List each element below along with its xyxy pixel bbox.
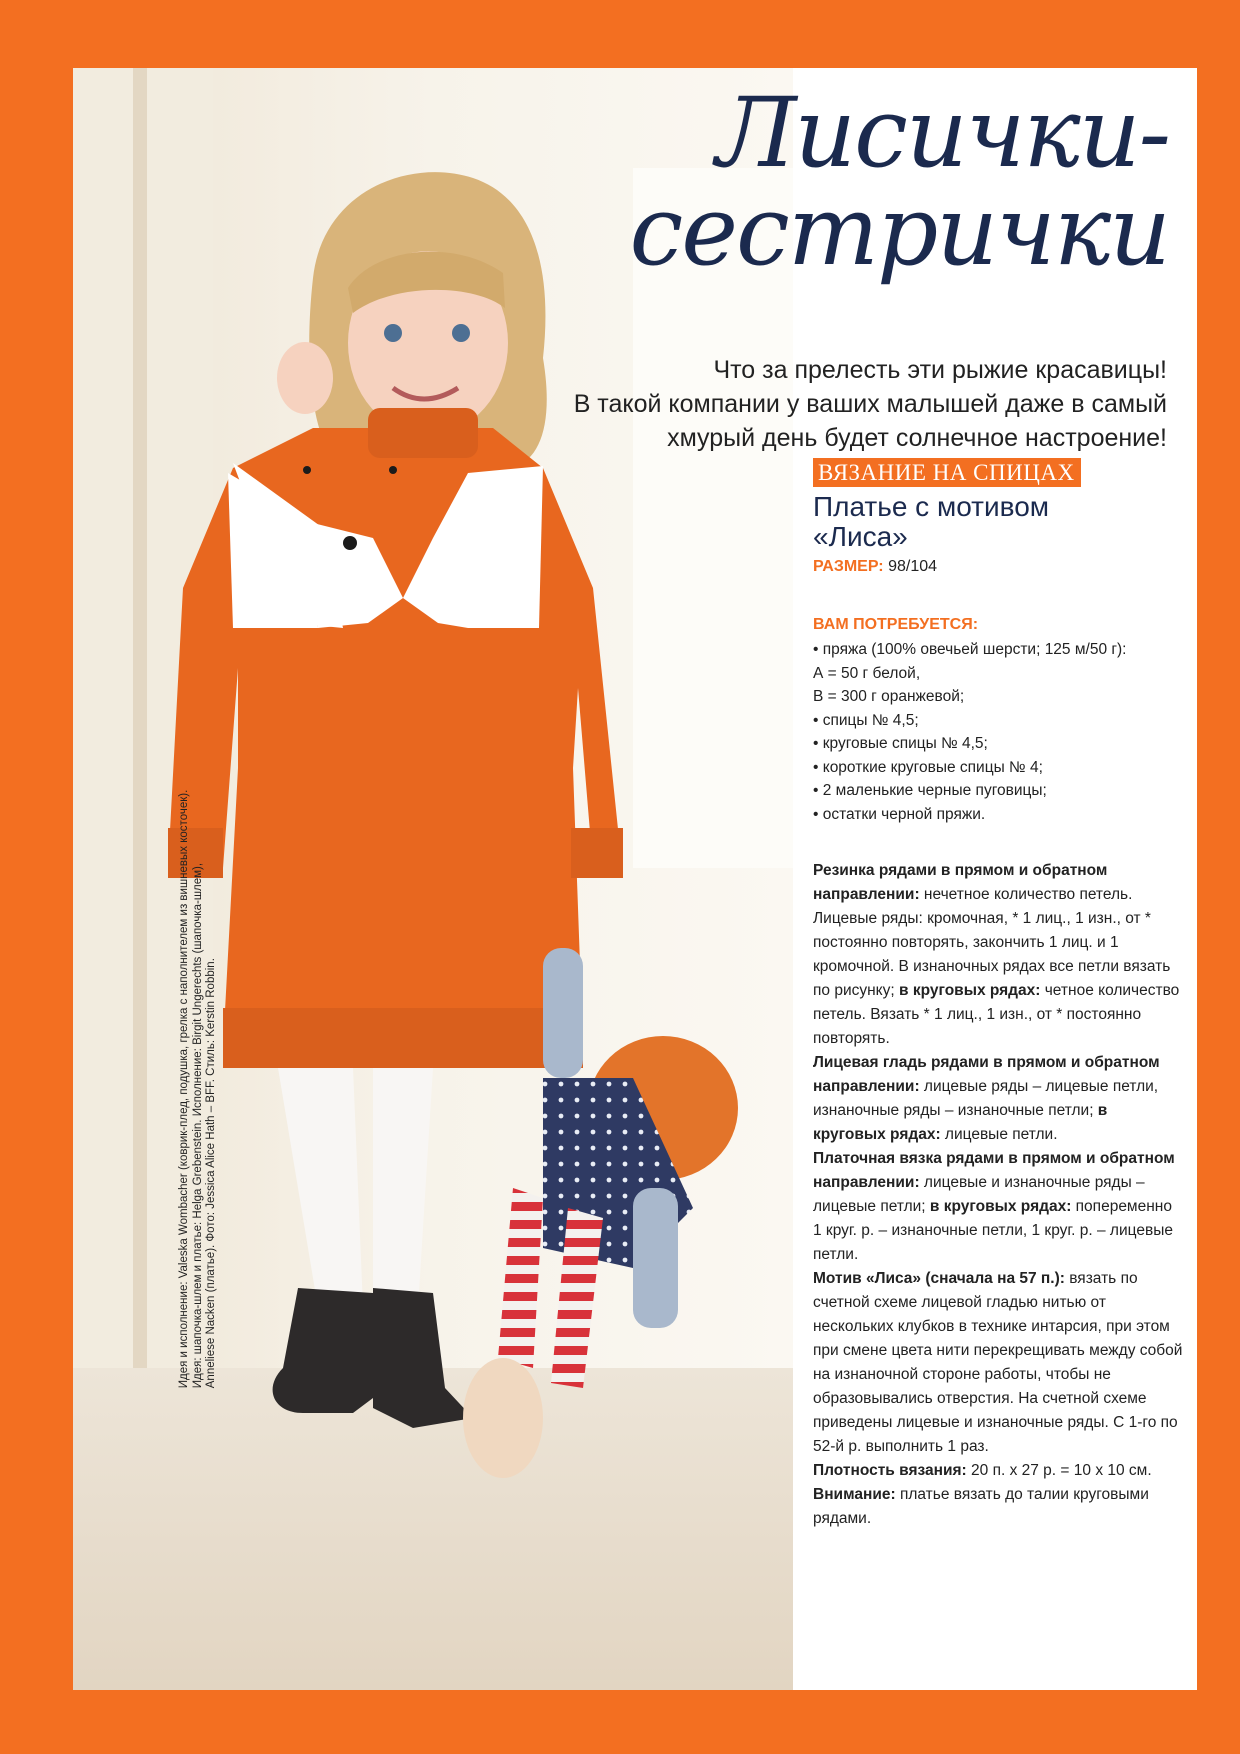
lead-line-3: хмурый день будет солнечное настроение!	[667, 424, 1167, 452]
instructions-text	[813, 859, 1183, 1531]
stockinette-round-label: в круговых рядах:	[813, 1102, 1108, 1143]
credits-line-1: Идея и исполнение: Valeska Wombacher (коврик-плед, подушка, грелка с наполнителем из вишневых косточек).	[177, 789, 190, 1389]
garter-text-2: попеременно 1 круг. р. – изнаночные петли, 1 круг. р. – лицевые петли.	[813, 1198, 1173, 1263]
materials-item: • круговые спицы № 4,5;	[813, 735, 988, 752]
materials-heading: ВАМ ПОТРЕБУЕТСЯ:	[813, 616, 979, 633]
materials-list	[813, 638, 1183, 826]
stockinette-text-1: лицевые ряды – лицевые петли, изнаночные ряды – изнаночные петли;	[813, 1078, 1159, 1119]
photo-girl-fox-dress	[73, 68, 793, 1690]
credits-line-2: Идея: шапочка-шлем и платье: Helga Grebenstein. Исполнение: Birgit Ungerechts (шапочка-шлем),	[191, 862, 204, 1389]
page-title	[629, 77, 1169, 287]
motif-text: вязать по счетной схеме лицевой гладью нитью от нескольких клубков в технике интарсия, при этом при смене цвета нити перекрещивать между собой на изнаночной стороне работы, чтобы не образовывались отверстия. На счетной схеме приведены лицевые и изнаночные ряды. С 1-го по 52-й р. выполнить 1 раз.	[813, 1270, 1183, 1455]
rib-title: Резинка рядами в прямом и обратном направлении:	[813, 862, 1108, 903]
materials-item: • 2 маленькие черные пуговицы;	[813, 782, 1047, 799]
stockinette-text-2: лицевые петли.	[940, 1126, 1058, 1143]
lead-line-1: Что за прелесть эти рыжие красавицы!	[713, 356, 1167, 384]
rib-round-label: в круговых рядах:	[894, 982, 1041, 999]
density-text: 20 п. х 27 р. = 10 х 10 см.	[966, 1462, 1152, 1479]
size-label: РАЗМЕР:	[813, 558, 884, 575]
rib-text-2: четное количество петель. Вязать * 1 лиц., 1 изн., от * постоянно повторять.	[813, 982, 1180, 1047]
materials-item: В = 300 г оранжевой;	[813, 688, 965, 705]
garter-text-1: лицевые и изнаночные ряды – лицевые петли;	[813, 1174, 1145, 1215]
attention-text: платье вязать до талии круговыми рядами.	[813, 1486, 1149, 1527]
motif-paragraph	[813, 1267, 1183, 1459]
materials-item: А = 50 г белой,	[813, 664, 921, 682]
stockinette-title: Лицевая гладь рядами в прямом и обратном направлении:	[813, 1054, 1160, 1095]
rib-paragraph	[813, 859, 1183, 1051]
size-line	[813, 558, 1183, 576]
attention-paragraph	[813, 1483, 1183, 1531]
project-title-line-2: «Лиса»	[813, 521, 908, 552]
photo-credits	[178, 588, 219, 1388]
size-value: 98/104	[883, 558, 938, 575]
stockinette-paragraph	[813, 1051, 1183, 1147]
materials-item: • спицы № 4,5;	[813, 711, 919, 729]
attention-title: Внимание:	[813, 1486, 896, 1503]
materials-item: • остатки черной пряжи.	[813, 805, 986, 823]
pattern-column	[813, 458, 1183, 1531]
project-title	[813, 492, 1183, 552]
section-tag: ВЯЗАНИЕ НА СПИЦАХ	[813, 458, 1081, 487]
rib-text-1: нечетное количество петель. Лицевые ряды: кромочная, * 1 лиц., 1 изн., от * постоянно повторять, закончить 1 лиц. и 1 кромочной. В изнаночных рядах все петли вязать по рисунку;	[813, 886, 1171, 999]
materials-item: • короткие круговые спицы № 4;	[813, 758, 1043, 776]
density-title: Плотность вязания:	[813, 1462, 967, 1479]
motif-title: Мотив «Лиса» (сначала на 57 п.):	[813, 1270, 1065, 1287]
garter-title: Платочная вязка рядами в прямом и обратном направлении:	[813, 1150, 1175, 1191]
title-line-1: Лисички-	[716, 77, 1169, 189]
project-title-line-1: Платье с мотивом	[813, 491, 1050, 522]
credits-line-3: Anneliese Nacken (платье). Фото: Jessica Alice Hath – BFF. Стиль: Kerstin Robbin.	[204, 958, 217, 1389]
garter-round-label: в круговых рядах:	[925, 1198, 1072, 1215]
content-panel	[73, 68, 1197, 1690]
materials-item: • пряжа (100% овечьей шерсти; 125 м/50 г):	[813, 641, 1127, 658]
lead-paragraph	[527, 353, 1167, 455]
density-paragraph	[813, 1459, 1183, 1483]
title-line-2: сестрички	[629, 175, 1169, 287]
lead-line-2: В такой компании у ваших малышей даже в самый	[573, 390, 1167, 418]
garter-paragraph	[813, 1147, 1183, 1267]
